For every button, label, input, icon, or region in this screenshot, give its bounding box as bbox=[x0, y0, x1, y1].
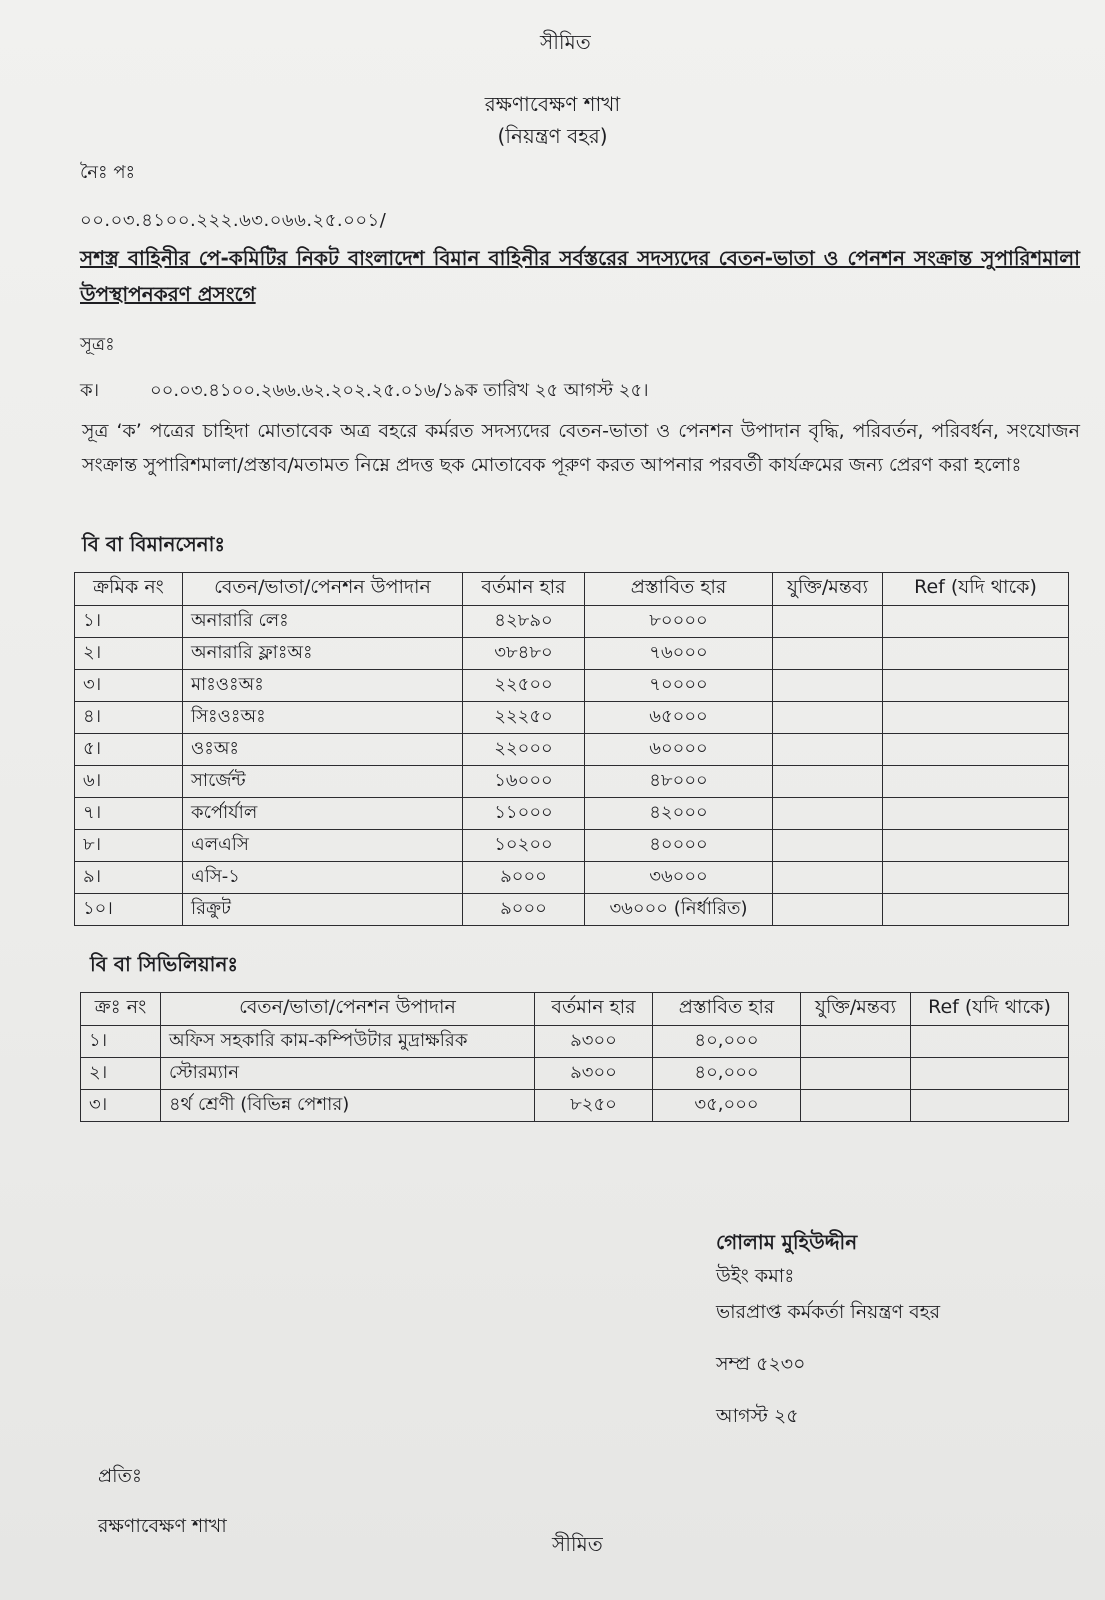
table-row bbox=[75, 766, 1069, 798]
component-cell: এলএসি bbox=[183, 830, 463, 862]
proposed-rate-cell: ৬০০০০ bbox=[585, 734, 773, 766]
component-cell: ৪র্থ শ্রেণী (বিভিন্ন পেশার) bbox=[161, 1090, 535, 1122]
col-justification: যুক্তি/মন্তব্য bbox=[801, 993, 911, 1026]
table-row bbox=[75, 670, 1069, 702]
ref-cell bbox=[883, 702, 1069, 734]
ref-cell bbox=[883, 638, 1069, 670]
justification-cell bbox=[773, 606, 883, 638]
ref-cell bbox=[911, 1090, 1069, 1122]
justification-cell bbox=[801, 1026, 911, 1058]
table-row bbox=[75, 734, 1069, 766]
table-row bbox=[75, 894, 1069, 926]
col-proposed-rate: প্রস্তাবিত হার bbox=[653, 993, 801, 1026]
col-current-rate: বর্তমান হার bbox=[535, 993, 653, 1026]
telephone-extension: সম্প্র ৫২৩০ bbox=[716, 1353, 806, 1375]
current-rate-cell: ৪২৮৯০ bbox=[463, 606, 585, 638]
justification-cell bbox=[801, 1058, 911, 1090]
current-rate-cell: ২২২৫০ bbox=[463, 702, 585, 734]
proposed-rate-cell: ৪০,০০০ bbox=[653, 1026, 801, 1058]
ref-cell bbox=[883, 670, 1069, 702]
current-rate-cell: ৯০০০ bbox=[463, 894, 585, 926]
justification-cell bbox=[773, 862, 883, 894]
serial-cell: ১০। bbox=[75, 894, 183, 926]
justification-cell bbox=[773, 734, 883, 766]
component-cell: অনারারি ফ্লাঃঅঃ bbox=[183, 638, 463, 670]
ref-cell bbox=[883, 830, 1069, 862]
issue-date: আগস্ট ২৫ bbox=[716, 1405, 799, 1427]
current-rate-cell: ২২৫০০ bbox=[463, 670, 585, 702]
ref-cell bbox=[883, 862, 1069, 894]
col-component: বেতন/ভাতা/পেনশন উপাদান bbox=[161, 993, 535, 1026]
airmen-header-row bbox=[75, 573, 1069, 606]
source-item-marker: ক। bbox=[80, 380, 100, 401]
table-row bbox=[81, 1026, 1069, 1058]
ref-cell bbox=[883, 894, 1069, 926]
copy-label: প্রতিঃ bbox=[98, 1465, 143, 1487]
proposed-rate-cell: ৩৫,০০০ bbox=[653, 1090, 801, 1122]
col-serial: ক্রমিক নং bbox=[75, 573, 183, 606]
proposed-rate-cell: ৩৬০০০ (নির্ধারিত) bbox=[585, 894, 773, 926]
sources-label: সূত্রঃ bbox=[80, 334, 115, 355]
col-component: বেতন/ভাতা/পেনশন উপাদান bbox=[183, 573, 463, 606]
subject-line: সশস্ত্র বাহিনীর পে-কমিটির নিকট বাংলাদেশ বিমান বাহিনীর সর্বস্তরের সদস্যদের বেতন-ভাতা ও পেনশন সংক্রান্ত সুপারিশমালা উপস্থাপনকরণ প্রসংগে bbox=[80, 246, 1080, 306]
col-proposed-rate: প্রস্তাবিত হার bbox=[585, 573, 773, 606]
ref-cell bbox=[911, 1026, 1069, 1058]
ref-cell bbox=[883, 766, 1069, 798]
issuing-branch bbox=[0, 88, 1105, 152]
current-rate-cell: ১০২০০ bbox=[463, 830, 585, 862]
proposed-rate-cell: ৪০০০০ bbox=[585, 830, 773, 862]
serial-cell: ৬। bbox=[75, 766, 183, 798]
table-row bbox=[81, 1090, 1069, 1122]
reference-label: নৈঃ পঃ bbox=[80, 162, 136, 183]
justification-cell bbox=[773, 638, 883, 670]
component-cell: সার্জেন্ট bbox=[183, 766, 463, 798]
current-rate-cell: ৩৮৪৮০ bbox=[463, 638, 585, 670]
proposed-rate-cell: ৮০০০০ bbox=[585, 606, 773, 638]
current-rate-cell: ২২০০০ bbox=[463, 734, 585, 766]
serial-cell: ৯। bbox=[75, 862, 183, 894]
col-ref: Ref (যদি থাকে) bbox=[883, 573, 1069, 606]
component-cell: সিঃওঃঅঃ bbox=[183, 702, 463, 734]
serial-cell: ১। bbox=[81, 1026, 161, 1058]
table-row bbox=[75, 862, 1069, 894]
classification-top: সীমিত bbox=[540, 30, 591, 54]
component-cell: রিক্রুট bbox=[183, 894, 463, 926]
source-item-text: ০০.০৩.৪১০০.২৬৬.৬২.২০২.২৫.০১৬/১৯ক তারিখ ২৫ আগস্ট ২৫। bbox=[150, 380, 649, 401]
col-ref: Ref (যদি থাকে) bbox=[911, 993, 1069, 1026]
ref-cell bbox=[883, 734, 1069, 766]
justification-cell bbox=[773, 830, 883, 862]
current-rate-cell: ৯০০০ bbox=[463, 862, 585, 894]
proposed-rate-cell: ৭৬০০০ bbox=[585, 638, 773, 670]
justification-cell bbox=[773, 798, 883, 830]
ref-cell bbox=[883, 798, 1069, 830]
table-row bbox=[75, 830, 1069, 862]
serial-cell: ৭। bbox=[75, 798, 183, 830]
table-row bbox=[75, 606, 1069, 638]
serial-cell: ৪। bbox=[75, 702, 183, 734]
proposed-rate-cell: ৪২০০০ bbox=[585, 798, 773, 830]
classification-bottom: সীমিত bbox=[552, 1532, 603, 1556]
component-cell: অফিস সহকারি কাম-কম্পিউটার মুদ্রাক্ষরিক bbox=[161, 1026, 535, 1058]
civilians-header-row bbox=[81, 993, 1069, 1026]
airmen-table bbox=[74, 572, 1069, 926]
proposed-rate-cell: ৬৫০০০ bbox=[585, 702, 773, 734]
current-rate-cell: ১৬০০০ bbox=[463, 766, 585, 798]
component-cell: স্টোরম্যান bbox=[161, 1058, 535, 1090]
serial-cell: ৩। bbox=[75, 670, 183, 702]
airmen-heading: বি বা বিমানসেনাঃ bbox=[82, 532, 226, 556]
component-cell: কর্পোর্যাল bbox=[183, 798, 463, 830]
current-rate-cell: ১১০০০ bbox=[463, 798, 585, 830]
justification-cell bbox=[773, 894, 883, 926]
ref-cell bbox=[911, 1058, 1069, 1090]
serial-cell: ৫। bbox=[75, 734, 183, 766]
civilians-heading: বি বা সিভিলিয়ানঃ bbox=[90, 952, 239, 976]
proposed-rate-cell: ৪০,০০০ bbox=[653, 1058, 801, 1090]
component-cell: ওঃঅঃ bbox=[183, 734, 463, 766]
table-row bbox=[75, 798, 1069, 830]
serial-cell: ২। bbox=[75, 638, 183, 670]
component-cell: অনারারি লেঃ bbox=[183, 606, 463, 638]
current-rate-cell: ৯৩০০ bbox=[535, 1026, 653, 1058]
proposed-rate-cell: ৩৬০০০ bbox=[585, 862, 773, 894]
signatory-designation: ভারপ্রাপ্ত কর্মকর্তা নিয়ন্ত্রণ বহর bbox=[716, 1301, 941, 1323]
serial-cell: ৮। bbox=[75, 830, 183, 862]
proposed-rate-cell: ৪৮০০০ bbox=[585, 766, 773, 798]
table-row bbox=[75, 702, 1069, 734]
serial-cell: ৩। bbox=[81, 1090, 161, 1122]
component-cell: এসি-১ bbox=[183, 862, 463, 894]
table-row bbox=[81, 1058, 1069, 1090]
justification-cell bbox=[773, 670, 883, 702]
reference-number: ০০.০৩.৪১০০.২২২.৬৩.০৬৬.২৫.০০১/ bbox=[80, 210, 387, 231]
justification-cell bbox=[801, 1090, 911, 1122]
col-current-rate: বর্তমান হার bbox=[463, 573, 585, 606]
body-paragraph: সূত্র ‘ক’ পত্রের চাহিদা মোতাবেক অত্র বহরে কর্মরত সদস্যদের বেতন-ভাতা ও পেনশন উপাদান বৃদ্ধি, পরিবর্তন, পরিবর্ধন, সংযোজন সংক্রান্ত সুপারিশমালা/প্রস্তাব/মতামত নিম্নে প্রদত্ত ছক মোতাবেক পূরুণ করত আপনার পরবর্তী কার্যক্রমের জন্য প্রেরণ করা হলোঃ bbox=[82, 420, 1080, 476]
signatory-rank: উইং কমাঃ bbox=[716, 1265, 795, 1287]
component-cell: মাঃওঃঅঃ bbox=[183, 670, 463, 702]
table-row bbox=[75, 638, 1069, 670]
copy-recipient: রক্ষণাবেক্ষণ শাখা bbox=[98, 1515, 227, 1537]
justification-cell bbox=[773, 766, 883, 798]
justification-cell bbox=[773, 702, 883, 734]
col-justification: যুক্তি/মন্তব্য bbox=[773, 573, 883, 606]
current-rate-cell: ৮২৫০ bbox=[535, 1090, 653, 1122]
unit-name: (নিয়ন্ত্রণ বহর) bbox=[497, 124, 608, 148]
current-rate-cell: ৯৩০০ bbox=[535, 1058, 653, 1090]
branch-name: রক্ষণাবেক্ষণ শাখা bbox=[484, 92, 621, 116]
signatory-name: গোলাম মুহিউদ্দীন bbox=[716, 1230, 858, 1254]
civilians-table bbox=[80, 992, 1069, 1122]
col-serial: ক্রঃ নং bbox=[81, 993, 161, 1026]
proposed-rate-cell: ৭০০০০ bbox=[585, 670, 773, 702]
ref-cell bbox=[883, 606, 1069, 638]
serial-cell: ২। bbox=[81, 1058, 161, 1090]
serial-cell: ১। bbox=[75, 606, 183, 638]
